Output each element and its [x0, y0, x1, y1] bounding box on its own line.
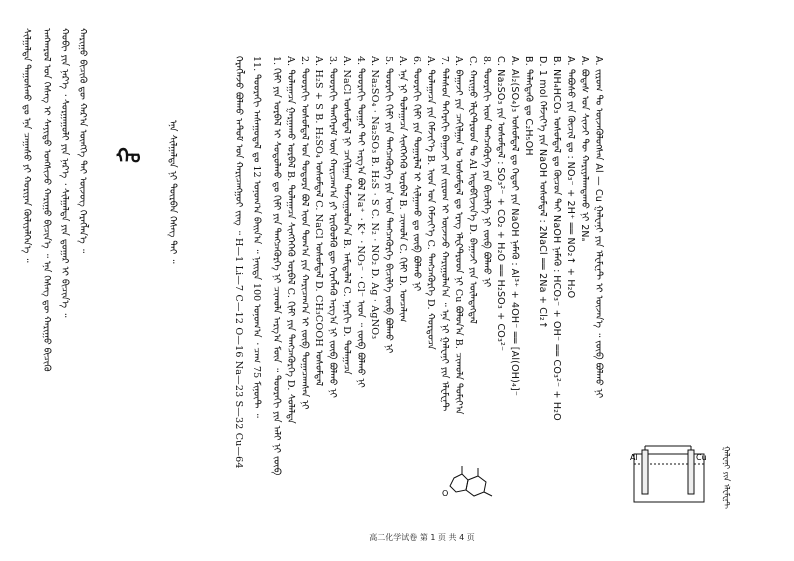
question-line: 2. ᠳᠣᠣᠷᠠᠬᠢ ᠤᠰᠤᠮᠳᠠᠯ ᠤᠨ ᠳᠣᠲᠤᠷᠠ ᠪᠣᠯ ᠢᠣᠨ ᠲᠣᠭ᠎ᠠ ᠶᠢᠨ ᠬᠠᠷᠢᠴᠠᠭ᠎ᠠ ᠢ ᠵᠥᠪ ᠲᠣᠭᠠᠴᠠᠭᠰᠠᠨ ᠨᠢ: [299, 56, 310, 410]
question-line: C. ᠬᠠᠷᠢᠭᠤ ᠡᠯᠧᠺᠲᠷᠣᠳ ᠲᠤ Al ᠢᠳᠡᠪᠬᠢᠵᠢᠨ᠎ᠡ D. ᠪᠠᠭᠠᠵᠢ ᠶᠢᠨ ᠦᠯᠡᠳᠡᠭᠳᠡᠯ: [467, 56, 478, 324]
formula-line: A. ᠳᠠᠪᠤᠰᠤ ᠶᠢᠨ ᠬᠦᠴᠢᠯ ᠳᠤ : NO₃⁻ + 2H⁺ ══ NO₂↑ + H₂O: [565, 56, 576, 299]
question-line: 6. ᠳᠣᠣᠷᠠᠬᠢ ᠬᠢᠮᠢ ᠶᠢᠨ ᠳᠤᠭᠠᠷᠯᠠᠯ ᠢ ᠰᠢᠯᠭᠠᠬᠤ ᠳᠤ ᠵᠥᠪ ᠪᠣᠯᠬᠤ ᠨᠢ: [411, 56, 422, 292]
question-line: 3. ᠳᠣᠣᠷᠠᠬᠢ ᠲᠡᠩᠭᠡᠷᠡᠮ ᠦᠨ ᠬᠠᠷᠢᠴᠠᠭ᠎ᠠ ᠶᠢ ᠡᠷᠢᠭᠦᠦᠯᠬᠦ ᠳᠦ ᠬᠡᠷᠡᠭᠯᠡᠬᠦ ᠠᠷᠭ᠎ᠠ ᠨᠢ ᠵᠥᠪ ᠪᠣᠯᠬᠤ ᠨᠢ: [327, 56, 338, 398]
header-symbol: ᠬᠤ: [116, 144, 141, 168]
cell-caption: ᠭᠠᠯᠸᠠᠨᠢ ᠶᠢᠨ ᠡᠯᠧᠮᠧᠨ᠋ᠲ: [722, 446, 731, 509]
question-line: A. ᠳᠤᠯᠠᠭᠠᠴᠠ ᠭᠠᠷᠭᠠᠬᠤ ᠤᠷᠪᠠᠯ B. ᠳᠤᠯᠠᠭᠠᠴᠠ ᠱᠢᠩᠭᠡᠭᠡᠬᠦ ᠤᠷᠪᠠᠯ C. ᠬᠢᠮᠢ ᠶᠢᠨ ᠲᠡᠩᠴᠡᠬᠦᠷᠭᠡ D. ᠰᠤᠯᠠᠯᠲᠠ: [285, 56, 296, 424]
question-line: A. ᠡᠨᠡ ᠨᠢ ᠳᠤᠯᠠᠭᠠᠴᠠ ᠱᠢᠩᠭᠡᠭᠡᠬᠦ ᠤᠷᠪᠠᠯ B. ᠴᠢᠬᠤᠯᠠ C. ᠬᠢᠮᠢ D. ᠣᠨᠴᠠᠯᠢᠭ: [397, 56, 408, 323]
question-line: 5. ᠳᠣᠣᠷᠠᠬᠢ ᠬᠢᠮᠢ ᠶᠢᠨ ᠲᠡᠩᠴᠡᠬᠦᠷᠭᠡ ᠶᠢᠨ ᠢᠣᠨ ᠲᠡᠩᠴᠡᠬᠦᠷᠭᠡ ᠪᠢᠴᠢᠯᠭᠡ ᠵᠥᠪ ᠪᠣᠯᠬᠤ ᠨᠢ: [383, 56, 394, 354]
exam-time-note: 11. ᠳᠣᠣᠷᠠᠬᠢ ᠠᠰᠠᠭᠤᠳᠠᠯ ᠳᠤ 12 ᠤᠨᠤᠭ᠎ᠠ ᠪᠠᠢᠨ᠎ᠠ ᠃ ᠨᠡᠢᠲᠡ 100 ᠤᠨᠤᠭ᠎ᠠ ᠂ ᠴᠠᠭ 75 ᠮᠢᠨᠦ᠋ᠲ ᠃: [251, 56, 262, 418]
question-line: A. H₂S + S B. H₂SO₄ ᠤᠰᠤᠮᠳᠠᠯ C. NaCl ᠤᠰᠤᠮᠳᠠᠯ D. CH₃COOH ᠤᠰᠤᠮᠳᠠᠯ: [313, 56, 324, 387]
page-footer: 高二化学试卷 第 1 页 共 4 页: [369, 533, 475, 542]
formula-line: A. Al₂(SO₄)₃ ᠤᠰᠤᠮᠳᠠᠯ ᠳᠤ ᠬᠡᠳᠦᠢ ᠶᠢᠨ NaOH ᠨᠡᠮᠡᠬᠦ : Al³⁺ + 4OH⁻ ══ [Al(OH)₄]⁻: [509, 56, 520, 397]
atomic-masses: ᠬᠡᠷᠡᠭᠯᠡᠵᠦ ᠪᠤᠯᠬᠤ ᠠᠲ᠋ᠣᠮ ᠤᠨ ᠬᠠᠷᠢᠴᠠᠩᠭᠤᠢ ᠵᠢᠩ ᠃ H—1 Li—7 C—12 O—16 Na—23 S—32 Cu—64: [233, 56, 244, 469]
galvanic-cell-figure: [628, 446, 712, 506]
question-line: 4. ᠳᠣᠣᠷᠠᠬᠢ ᠳᠤᠭᠠᠷ ᠲᠠᠢ ᠠᠷᠭ᠎ᠠ ᠪᠣᠯ Na⁺ ᠂ K⁺ ᠂ NO₃⁻ ᠂ Cl⁻ ᠢᠣᠨ ᠃ ᠵᠥᠪ ᠪᠣᠯᠬᠤ ᠨᠢ: [355, 56, 366, 388]
molecule-atom-label: O: [442, 489, 449, 498]
question-line: A. Na₂SO₄ · Na₂SO₃ B. H₂S · S C. N₂ · NO₂ D. Ag · AgNO₃: [369, 56, 380, 340]
formula-line: A. ᠪᠣᠳᠠᠰ ᠤᠨ ᠰᠢᠨᠵᠢ ᠲᠦ ᠬᠠᠷᠢᠶᠠᠯᠠᠭᠳᠠᠬᠤ ᠨᠢ 2Nₐ: [579, 56, 590, 242]
formula-line: A. ᠵᠢᠷᠤᠭ ᠲᠤ ᠦᠵᠡᠭᠦᠯᠦᠭᠰᠡᠨ Al — Cu ᠭᠠᠯᠸᠠᠨᠢ ᠶᠢᠨ ᠡᠯᠧᠮᠧᠨ᠋ᠲ ᠢ ᠦᠵᠡᠨ᠎ᠡ ᠃ ᠵᠥᠪ ᠪᠣᠯᠬᠤ ᠨᠢ: [593, 56, 604, 399]
question-line: A. ᠪᠠᠭᠠᠵᠢ ᠶᠢᠨ ᠴᠠᠬᠢᠯᠭᠠᠨ ᠤ ᠤᠰᠤᠮᠳᠠᠯ ᠳᠤ ᠡᠷᠡᠭ ᠡᠯᠧᠺᠲᠷᠣᠳ ᠨᠢ Cu ᠪᠣᠯᠤᠨ᠎ᠠ B. ᠴᠢᠬᠤᠯᠠ ᠲᠤᠮᠢᠶ᠎ᠠ: [453, 56, 464, 415]
instruction-line: ᠬᠤᠪᠢ ᠶᠢᠨ ᠨᠡᠷ᠎ᠡ ᠂ ᠰᠤᠷᠭᠠᠭᠤᠯᠢ ᠶᠢᠨ ᠨᠡᠷ᠎ᠡ ᠂ ᠰᠢᠯᠭᠠᠯᠲᠠ ᠶᠢᠨ ᠳ᠋ᠤᠭᠠᠷ ᠢ ᠪᠢᠴᠢᠨ᠎ᠡ ᠃: [59, 28, 70, 318]
anode-label: Al: [630, 453, 638, 462]
question-line: 7. ᠲᠠᠯᠠᠰᠤᠨ ᠳᠡᠭᠡᠷᠡᠬᠢ ᠪᠠᠭᠠᠵᠢ ᠶᠢᠨ ᠵᠢᠷᠤᠭ ᠢ ᠦᠵᠡᠵᠦ ᠬᠠᠷᠢᠭᠤᠯᠠᠨ᠎ᠠ ᠃ ᠡᠨᠡ ᠨᠢ ᠭᠠᠯᠸᠠᠨᠢ ᠶᠢᠨ ᠡᠯᠧᠮᠧᠨ᠋ᠲ: [439, 56, 450, 412]
question-line: A. NaCl ᠤᠰᠤᠮᠳᠠᠯ ᠨᠢ ᠴᠠᠬᠢᠯᠭᠠᠨ ᠳᠠᠮᠵᠢᠭᠤᠯᠤᠨ᠎ᠠ B. ᠠᠮᠢᠳᠠᠯᠠᠯ C. ᠡᠨᠡᠷᠭᠢ D. ᠳᠤᠯᠠᠭᠠᠴᠠ: [341, 56, 352, 375]
formula-line: B. ᠳᠡᠯᠡᠭᠳᠡᠬᠦ ᠳᠤ C₂H₅OH: [523, 56, 534, 156]
instruction-line: ᠬᠠᠷᠢᠭᠤ ᠪᠢᠴᠢᠬᠦ ᠳᠦ ᠬᠠᠷ᠎ᠠ ᠦᠩᠭᠡ ᠲᠡᠢ ᠦᠵᠦᠭ ᠬᠡᠷᠡᠭᠯᠡᠨ᠎ᠡ ᠃: [77, 28, 88, 253]
formula-line: D. 1 mol ᠬᠡᠮᠵᠢᠶ᠎ᠡ ᠶᠢᠨ NaOH ᠤᠰᠤᠮᠳᠠᠯ : 2NaCl ══ 2Na + Cl₂↑: [537, 56, 548, 330]
instruction-line: ᠠᠩᠬᠠᠷᠤᠯ ᠤᠨ ᠬᠡᠰᠡᠭ ᠢ ᠰᠠᠶᠢᠲᠤ ᠤᠩᠰᠢᠵᠤ ᠬᠠᠷᠢᠭᠤ ᠪᠢᠴᠢᠨ᠎ᠡ ᠃ ᠡᠨᠡ ᠬᠡᠰᠡᠭ ᠳᠦ ᠬᠠᠷᠢᠭᠤ ᠪᠢᠴᠢᠬᠦ: [41, 28, 52, 372]
instruction-line: ᠰᠢᠯᠭᠠᠯᠲᠠ ᠳᠠᠭᠤᠰᠬᠤ ᠳᠤ ᠡᠨᠡ ᠴᠠᠭᠠᠰᠤ ᠶᠢ ᠬᠤᠷᠢᠶᠠᠨ ᠬᠦᠯᠢᠶᠡᠯᠭᠡᠨ᠎ᠡ ᠃: [21, 28, 32, 263]
molecule-structure-figure: [440, 460, 500, 508]
question-line: A. ᠳᠤᠯᠠᠭᠠᠴᠠ ᠶᠢᠨ ᠬᠡᠮᠵᠢᠶ᠎ᠡ B. ᠢᠣᠨ ᠤᠨ ᠬᠡᠮᠵᠢᠶ᠎ᠡ C. ᠲᠡᠩᠴᠡᠬᠦᠷᠭᠡ D. ᠬᠤᠷᠳᠤᠴᠠ: [425, 56, 436, 350]
question-line: 1. ᠬᠢᠮᠢ ᠶᠢᠨ ᠤᠷᠪᠠᠯ ᠢ ᠰᠤᠳᠤᠯᠬᠤ ᠳᠤ ᠬᠢᠮᠢ ᠶᠢᠨ ᠲᠡᠩᠴᠡᠬᠦᠷᠭᠡ ᠨᠢ ᠴᠢᠬᠤᠯᠠ ᠠᠷᠭ᠎ᠠ ᠮᠥᠨ ᠃ ᠳᠣᠣᠷᠠᠬᠢ ᠶᠢᠨ ᠠᠯᠢ ᠨᠢ ᠵᠥᠪ: [271, 56, 282, 476]
formula-line: B. NH₄HCO₃ ᠤᠰᠤᠮᠳᠠᠯ ᠳᠤ ᠬᠦᠴᠦᠨ ᠲᠡᠢ NaOH ᠨᠡᠮᠡᠬᠦ : HCO₃⁻ + OH⁻ ══ CO₃²⁻ + H₂O: [551, 56, 562, 421]
question-line: 8. ᠳᠣᠣᠷᠠᠬᠢ ᠢᠣᠨ ᠲᠡᠩᠴᠡᠬᠦᠷᠭᠡ ᠶᠢᠨ ᠪᠢᠴᠢᠯᠭᠡ ᠨᠢ ᠵᠥᠪ ᠪᠣᠯᠬᠤ ᠨᠢ: [481, 56, 492, 288]
instruction-line: ᠡᠨᠡ ᠰᠢᠯᠭᠠᠯᠲᠠ ᠨᠢ ᠳᠦᠷᠪᠡᠨ ᠬᠡᠰᠡᠭ ᠲᠡᠢ ᠃: [167, 120, 178, 264]
cathode-label: Cu: [696, 453, 707, 462]
formula-line: C. Na₂SO₃ ᠶᠢᠨ ᠤᠰᠤᠮᠳᠠᠯ : SO₃²⁻ + CO₂ + H₂O ══ H₂SO₃ + CO₃²⁻: [495, 56, 506, 352]
